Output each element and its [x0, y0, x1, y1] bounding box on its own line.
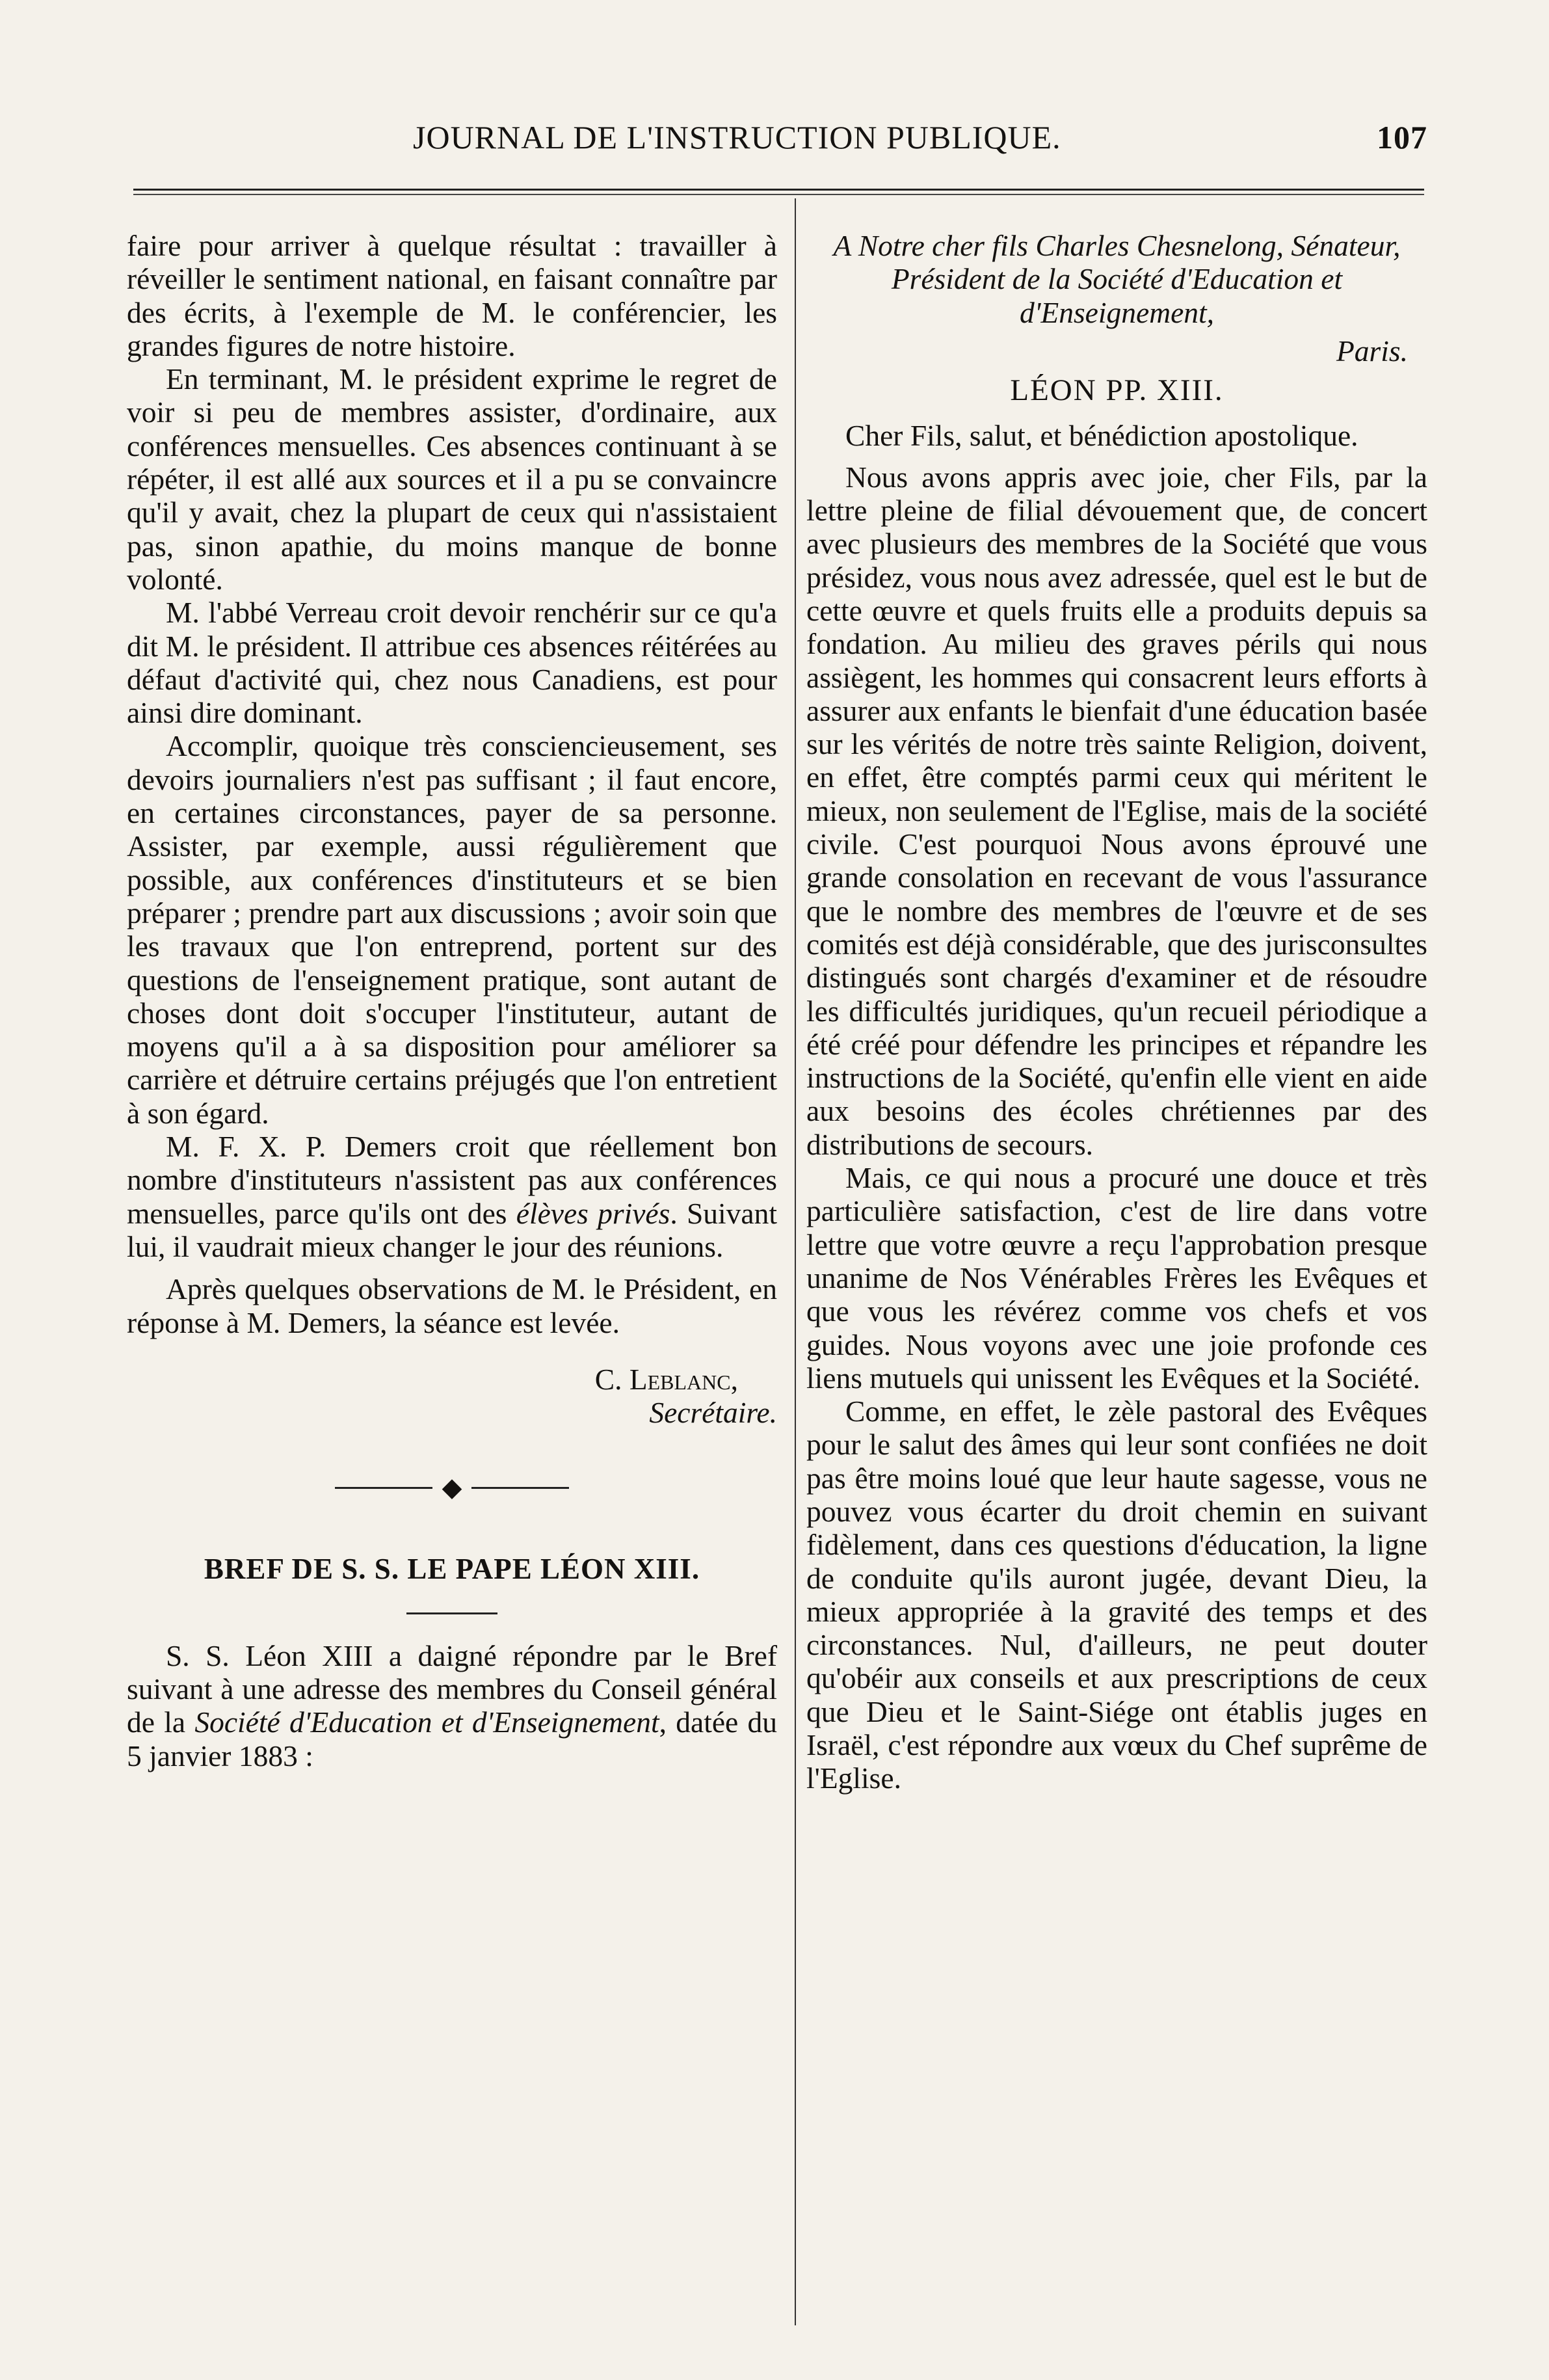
- right-column: [806, 229, 1427, 1795]
- letter-place: Paris.: [1336, 334, 1408, 368]
- italic-text: élèves privés: [516, 1196, 670, 1230]
- letter-address: A Notre cher fils Charles Chesnelong, Sénateur, Président de la Société d'Education et d'Enseignement,: [833, 229, 1401, 329]
- section-rule: [406, 1612, 497, 1614]
- text-run: M. F. X. P. Demers croit que réellement bon nombre d'instituteurs n'assistent pas aux conférences mensuelles, parce qu'ils ont des: [127, 1130, 777, 1230]
- paragraph: Nous avons appris avec joie, cher Fils, par la lettre pleine de filial dévouement que, de concert avec plusieurs des membres de la Société que vous présidez, vous nous avez adressée, quel est le but de cette œuvre et quels fruits elle a produits depuis sa fondation. Au milieu des graves périls qui nous assiègent, les hommes qui consacrent leurs efforts à assurer aux enfants le bienfait d'une éducation basée sur les vérités de notre très sainte Religion, doivent, en effet, être comptés parmi ceux qui méritent le mieux, non seulement de l'Eglise, mais de la société civile. C'est pourquoi Nous avons éprouvé une grande consolation en recevant de vous l'assurance que le nombre des membres de l'œuvre et de ses comités est déjà considérable, que des jurisconsultes distingués sont chargés d'examiner et de résoudre les difficultés juridiques, qu'un recueil périodique a été créé pour défendre les principes et répandre les instructions de la Société, qu'enfin elle vient en aide aux besoins des écoles chrétiennes par des distributions de secours.: [806, 460, 1427, 1161]
- divider-line: [471, 1487, 569, 1489]
- journal-title: JOURNAL DE L'INSTRUCTION PUBLIQUE.: [413, 119, 1061, 155]
- running-header: [127, 111, 1427, 163]
- paragraph: [127, 1130, 777, 1263]
- header-rule: [133, 189, 1424, 191]
- paragraph: Cher Fils, salut, et bénédiction apostolique.: [845, 419, 1358, 453]
- paragraph: En terminant, M. le président exprime le regret de voir si peu de membres assister, d'ordinaire, aux conférences mensuelles. Ces absences continuant à se répéter, il est allé aux sources et il a pu se convaincre qu'il y avait, chez la plupart de ceux qui n'assistaient pas, sinon apathie, du moins manque de bonne volonté.: [127, 362, 777, 596]
- ornament-icon: ◆: [442, 1473, 462, 1503]
- text-run: S. S. Léon XIII a daigné répondre par le Bref suivant à une adresse des membres du Conseil général de la: [127, 1638, 777, 1739]
- left-column: [127, 229, 777, 1772]
- text-run: . Suivant lui, il vaudrait mieux changer le jour des réunions.: [127, 1196, 777, 1263]
- paragraph: Mais, ce qui nous a procuré une douce et très particulière satisfaction, c'est de lire dans votre lettre que votre œuvre a reçu l'approbation presque unanime de Nos Vénérables Frères les Evêques et que vous les révérez comme vos chefs et vos guides. Nous voyons avec une joie profonde ces liens mutuels qui unissent les Evêques et la Société.: [806, 1161, 1427, 1395]
- page-number: 107: [1377, 119, 1427, 155]
- ornamental-divider: [335, 1468, 569, 1507]
- italic-text: Société d'Education et d'Enseignement: [194, 1705, 659, 1739]
- column-divider: [795, 198, 796, 2325]
- paragraph: Accomplir, quoique très consciencieusement, ses devoirs journaliers n'est pas suffisant ; il faut encore, en certaines circonstances, payer de sa personne. Assister, par exemple, aussi régulièrement que possible, aux conférences d'instituteurs et se bien préparer ; prendre part aux discussions ; avoir soin que les travaux que l'on entreprend, portent sur des questions de l'enseignement pratique, sont autant de choses dont doit s'occuper l'instituteur, autant de moyens qu'il a à sa disposition pour améliorer sa carrière et détruire certains préjugés que l'on entretient à son égard.: [127, 729, 777, 1130]
- text-run: , datée du 5 janvier 1883 :: [127, 1705, 777, 1772]
- paragraph: [127, 1639, 777, 1772]
- paragraph: Comme, en effet, le zèle pastoral des Evêques pour le salut des âmes qui leur sont confiées ne doit pas être moins loué que leur haute sagesse, vous ne pouvez vous écarter du droit chemin en suivant fidèlement, dans ces questions d'éducation, la ligne de conduite qu'ils auront jugée, devant Dieu, la mieux appropriée à la gravité des temps et des circonstances. Nul, d'ailleurs, ne peut douter qu'obéir aux conseils et aux prescriptions de ceux que Dieu et le Saint-Siége ont établis juges en Israël, c'est répondre aux vœux du Chef suprême de l'Eglise.: [806, 1395, 1427, 1795]
- letter-signatory: LÉON PP. XIII.: [1010, 373, 1224, 408]
- paragraph: Après quelques observations de M. le Président, en réponse à M. Demers, la séance est levée.: [127, 1272, 777, 1339]
- section-title: BREF DE S. S. LE PAPE LÉON XIII.: [204, 1553, 700, 1586]
- paragraph: faire pour arriver à quelque résultat : travailler à réveiller le sentiment national, en faisant connaître par des écrits, à l'exemple de M. le conférencier, les grandes figures de notre histoire.: [127, 229, 777, 362]
- signature-name: C. Leblanc,: [594, 1362, 738, 1396]
- divider-line: [335, 1487, 432, 1489]
- paragraph: M. l'abbé Verreau croit devoir renchérir sur ce qu'a dit M. le président. Il attribue ces absences réitérées au défaut d'activité qui, chez nous Canadiens, est pour ainsi dire dominant.: [127, 596, 777, 730]
- signature-role: Secrétaire.: [649, 1396, 777, 1430]
- header-rule-secondary: [133, 194, 1424, 195]
